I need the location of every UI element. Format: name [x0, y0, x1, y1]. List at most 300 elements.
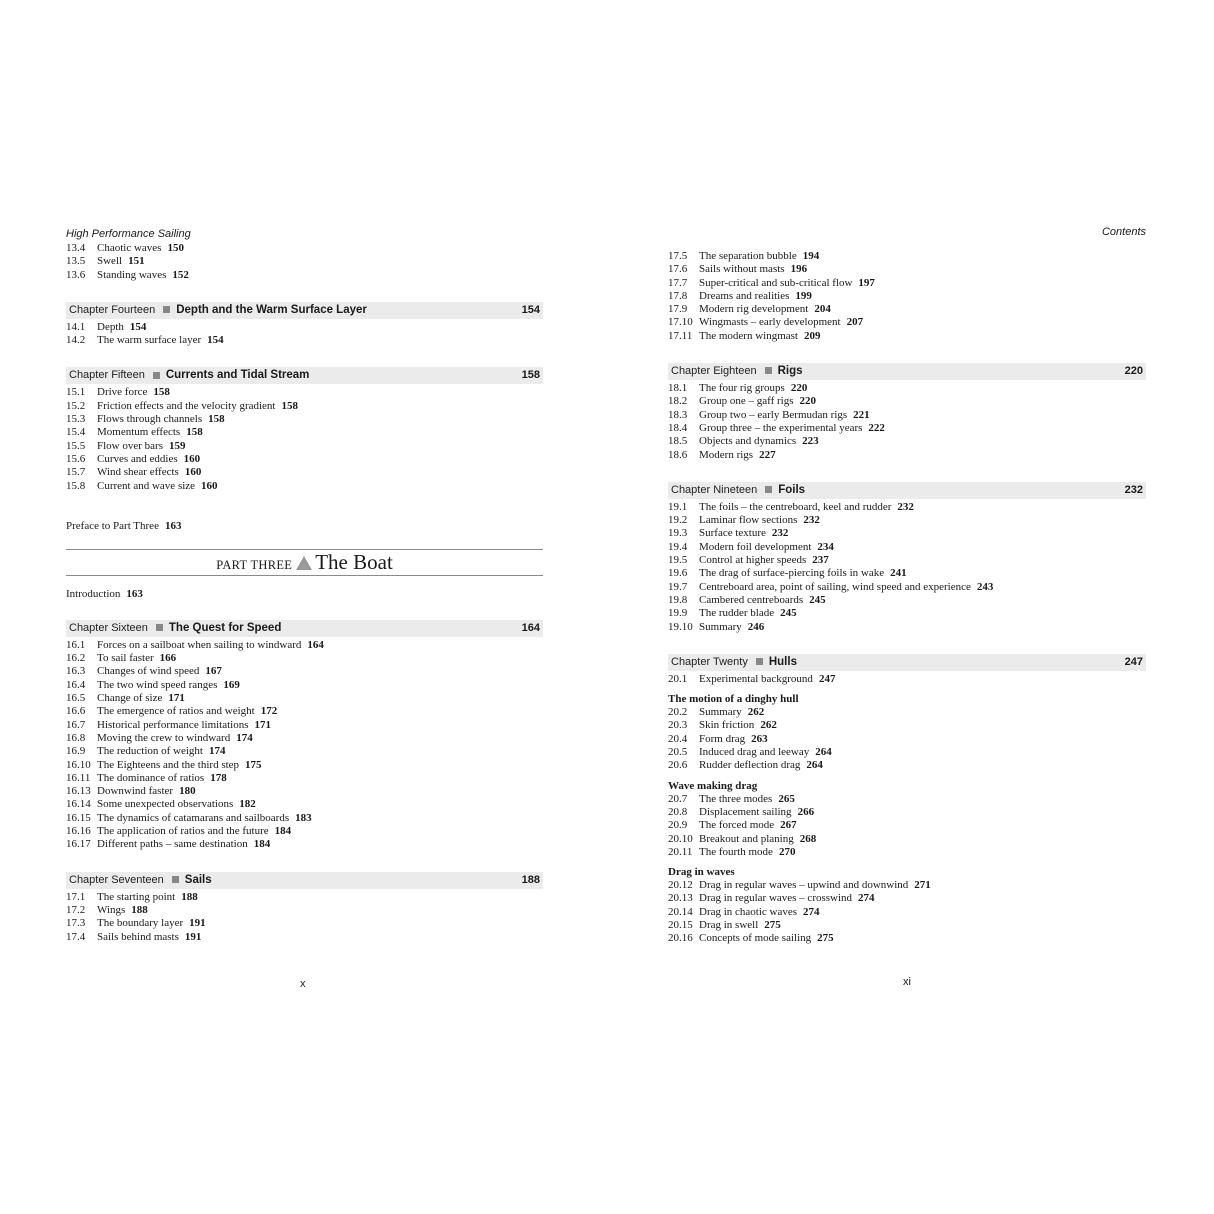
entry-title: Drag in chaotic waves [699, 905, 798, 918]
entry-title: Concepts of mode sailing [699, 932, 812, 945]
entry-page: 158 [281, 399, 298, 412]
chapter-label: Chapter Eighteen [671, 365, 757, 378]
entry-number: 17.6 [668, 263, 688, 276]
entry-number: 20.9 [668, 819, 688, 832]
entry-title: To sail faster [97, 652, 154, 665]
toc-entry [668, 250, 1146, 263]
entry-page: 160 [184, 466, 202, 479]
toc-entries [668, 793, 1146, 859]
toc-entry [668, 879, 1146, 892]
toc-entry [66, 785, 543, 798]
toc-entry [66, 732, 543, 745]
right-page [668, 224, 1146, 946]
entry-number: 14.1 [66, 320, 86, 333]
entry-page: 199 [795, 289, 812, 302]
section-subheading: Drag in waves [668, 866, 735, 879]
entry-title: The foils – the centreboard, keel and rudder [699, 500, 892, 513]
entry-number: 17.9 [668, 303, 688, 316]
square-bullet-icon [153, 372, 160, 379]
section-subheading: The motion of a dinghy hull [668, 693, 799, 706]
square-bullet-icon [156, 624, 163, 631]
toc-entry [66, 652, 543, 665]
entry-title: The emergence of ratios and weight [97, 705, 255, 718]
entry-number: 16.7 [66, 718, 86, 731]
entry-number: 18.6 [668, 448, 688, 461]
chapter-heading-fourteen [66, 302, 543, 319]
toc-entry [668, 581, 1146, 594]
toc-entries [66, 386, 543, 492]
entry-number: 19.9 [668, 607, 688, 620]
toc-entry [668, 733, 1146, 746]
entry-number: 15.2 [66, 399, 86, 412]
toc-entry [668, 932, 1146, 945]
entry-page: 182 [239, 798, 256, 811]
entry-number: 15.4 [66, 426, 86, 439]
entry-page: 220 [799, 395, 816, 408]
entry-title: Summary [699, 620, 742, 633]
entry-number: 16.14 [66, 798, 91, 811]
entry-number: 16.17 [66, 838, 91, 851]
entry-title: Control at higher speeds [699, 554, 807, 567]
part-label: PART THREE [216, 557, 293, 572]
entry-number: 18.5 [668, 435, 688, 448]
toc-entry [66, 825, 543, 838]
entry-number: 19.10 [668, 620, 693, 633]
entry-title: Skin friction [699, 719, 755, 732]
chapter-label: Chapter Fourteen [69, 303, 156, 316]
entry-title: Objects and dynamics [699, 435, 797, 448]
entry-title: The fourth mode [699, 845, 773, 858]
entry-number: 20.6 [668, 759, 688, 772]
chapter-label: Chapter Nineteen [671, 483, 758, 496]
entry-number: 18.4 [668, 421, 688, 434]
entry-page: 223 [802, 435, 819, 448]
entry-title: Form drag [699, 732, 746, 745]
toc-entry [668, 422, 1146, 435]
entry-page: 174 [236, 731, 253, 744]
toc-entry [66, 798, 543, 811]
entry-number: 18.2 [668, 395, 688, 408]
entry-page: 166 [159, 652, 177, 665]
entry-page: 172 [260, 705, 278, 718]
entry-page: 175 [245, 758, 262, 771]
toc-entry [668, 263, 1146, 276]
toc-entry [66, 269, 543, 282]
entry-number: 17.3 [66, 917, 86, 930]
toc-entry [668, 919, 1146, 932]
entry-title: Cambered centreboards [699, 593, 804, 606]
entry-number: 17.5 [668, 250, 688, 262]
entry-page: 174 [209, 745, 226, 758]
entry-page: 232 [897, 500, 914, 513]
toc-entry [66, 400, 543, 413]
toc-entry [66, 665, 543, 678]
entry-page: 196 [790, 263, 808, 276]
entry-number: 16.10 [66, 758, 91, 771]
chapter-title: Depth and the Warm Surface Layer [176, 303, 367, 316]
entry-title: Depth [97, 320, 124, 333]
entry-title: Preface to Part Three [66, 519, 159, 532]
entry-page: 194 [802, 250, 820, 262]
entry-page: 204 [814, 303, 831, 316]
entry-page: 264 [815, 746, 832, 759]
toc-entry [66, 321, 543, 334]
entry-title: Some unexpected observations [97, 798, 234, 811]
entry-page: 246 [747, 620, 765, 633]
toc-entries [668, 879, 1146, 945]
entry-number: 20.14 [668, 905, 693, 918]
entry-page: 207 [846, 316, 864, 329]
entry-page: 227 [759, 448, 776, 461]
entry-title: Chaotic waves [97, 242, 162, 254]
entry-number: 19.3 [668, 527, 688, 540]
entry-title: The dynamics of catamarans and sailboards [97, 811, 290, 824]
toc-entry [668, 621, 1146, 634]
entry-title: Modern rig development [699, 303, 809, 316]
entry-title: Drag in regular waves – crosswind [699, 892, 853, 905]
entry-page: 158 [208, 413, 225, 426]
entry-page: 150 [167, 242, 184, 254]
entry-title: The Eighteens and the third step [97, 758, 240, 771]
entry-number: 18.3 [668, 408, 688, 421]
entry-page: 158 [186, 426, 203, 439]
square-bullet-icon [163, 306, 170, 313]
toc-entry [66, 453, 543, 466]
entry-page: 237 [812, 554, 829, 567]
entry-title: Surface texture [699, 527, 766, 540]
entry-page: 262 [747, 706, 765, 719]
toc-entry [668, 833, 1146, 846]
toc-entry [66, 745, 543, 758]
entry-title: Moving the crew to windward [97, 731, 231, 744]
part-banner [66, 549, 543, 576]
entry-title: Wind shear effects [97, 466, 179, 479]
chapter-page: 232 [1124, 483, 1143, 496]
square-bullet-icon [756, 658, 763, 665]
entry-page: 163 [164, 519, 182, 532]
entry-number: 13.5 [66, 255, 86, 268]
toc-entry [66, 692, 543, 705]
entry-title: The drag of surface-piercing foils in wake [699, 567, 885, 580]
toc-entry [668, 594, 1146, 607]
entry-title: Drive force [97, 386, 148, 399]
triangle-icon [296, 556, 312, 570]
entry-number: 16.15 [66, 811, 91, 824]
entry-page: 159 [169, 439, 186, 452]
toc-entry [668, 819, 1146, 832]
chapter-title: Sails [184, 873, 212, 886]
entry-page: 245 [780, 607, 797, 620]
entry-title: The three modes [699, 792, 773, 805]
entry-title: Changes of wind speed [97, 665, 200, 678]
chapter-label: Chapter Twenty [671, 655, 748, 668]
entry-number: 17.10 [668, 316, 693, 329]
entry-title: Swell [97, 255, 123, 268]
entry-number: 20.4 [668, 732, 688, 745]
entry-title: The four rig groups [699, 382, 785, 395]
entry-title: Experimental background [699, 672, 813, 685]
entry-number: 15.1 [66, 386, 86, 399]
entry-title: Displacement sailing [699, 805, 792, 818]
preface-entry [66, 520, 543, 533]
entry-number: 16.13 [66, 785, 91, 798]
toc-entry [66, 719, 543, 732]
entry-number: 17.11 [668, 329, 693, 342]
toc-entry [66, 759, 543, 772]
entry-page: 158 [153, 386, 170, 399]
entry-page: 154 [129, 320, 147, 333]
toc-entry [668, 673, 1146, 686]
entry-title: The reduction of weight [97, 745, 203, 758]
entry-number: 20.5 [668, 746, 688, 759]
toc-entry [66, 242, 543, 255]
entry-number: 19.8 [668, 593, 688, 606]
toc-entry [66, 426, 543, 439]
entry-title: Wings [97, 903, 126, 916]
entry-title: The rudder blade [699, 607, 775, 620]
chapter-label: Chapter Fifteen [69, 369, 145, 382]
entry-number: 19.7 [668, 580, 688, 593]
chapter-heading-eighteen [668, 363, 1146, 380]
entry-title: Different paths – same destination [97, 838, 248, 851]
entry-title: Historical performance limitations [97, 718, 249, 731]
toc-entry [668, 409, 1146, 422]
entry-page: 209 [803, 329, 821, 342]
entry-page: 270 [778, 845, 796, 858]
entry-title: Standing waves [97, 268, 167, 281]
chapter-title: Rigs [777, 365, 803, 378]
toc-entry [668, 892, 1146, 905]
entry-page: 178 [210, 771, 227, 784]
entry-number: 15.3 [66, 413, 86, 426]
toc-entry [668, 846, 1146, 859]
entry-title: Forces on a sailboat when sailing to windward [97, 638, 302, 651]
entry-page: 164 [307, 638, 324, 651]
entry-page: 221 [853, 408, 870, 421]
entry-number: 16.8 [66, 731, 86, 744]
entry-title: Friction effects and the velocity gradient [97, 399, 276, 412]
entry-number: 20.11 [668, 845, 693, 858]
chapter-title: The Quest for Speed [168, 621, 282, 634]
entry-number: 20.12 [668, 879, 693, 892]
entry-number: 20.8 [668, 805, 688, 818]
chapter-page: 188 [521, 873, 540, 886]
toc-entry [66, 838, 543, 851]
entry-title: Rudder deflection drag [699, 759, 801, 772]
toc-entry [668, 719, 1146, 732]
entry-number: 13.6 [66, 268, 86, 281]
entry-number: 16.9 [66, 745, 86, 758]
entry-number: 17.4 [66, 930, 86, 943]
chapter-heading-fifteen [66, 367, 543, 384]
toc-entry [66, 440, 543, 453]
entry-number: 19.5 [668, 554, 688, 567]
toc-entries [668, 501, 1146, 634]
entry-number: 17.2 [66, 903, 86, 916]
toc-entry [668, 527, 1146, 540]
entry-number: 16.5 [66, 692, 86, 705]
toc-entry [668, 759, 1146, 772]
part-title: The Boat [315, 549, 393, 574]
toc-entry [668, 706, 1146, 719]
toc-entry [66, 931, 543, 944]
toc-entries [668, 673, 1146, 686]
entry-title: Centreboard area, point of sailing, wind speed and experience [699, 580, 971, 593]
entry-title: Curves and eddies [97, 452, 178, 465]
toc-entry [66, 891, 543, 904]
toc-entry [668, 382, 1146, 395]
entry-number: 15.8 [66, 479, 86, 492]
entry-page: 267 [780, 819, 797, 832]
entry-page: 171 [168, 692, 185, 705]
entry-title: Super-critical and sub-critical flow [699, 276, 853, 289]
entry-number: 16.4 [66, 678, 86, 691]
toc-entry [66, 386, 543, 399]
entry-title: Induced drag and leeway [699, 746, 810, 759]
toc-entry [668, 501, 1146, 514]
toc-entry [668, 607, 1146, 620]
chapter-heading-sixteen [66, 620, 543, 637]
toc-entry [668, 316, 1146, 329]
entry-number: 20.2 [668, 706, 688, 719]
toc-entries [668, 382, 1146, 462]
entry-number: 16.11 [66, 771, 91, 784]
entry-page: 184 [274, 825, 292, 838]
chapter-title: Currents and Tidal Stream [165, 369, 310, 382]
entry-title: The warm surface layer [97, 334, 202, 347]
entry-page: 234 [817, 540, 834, 553]
entry-title: Group three – the experimental years [699, 421, 863, 434]
entry-number: 19.1 [668, 500, 688, 513]
toc-entries [668, 706, 1146, 772]
entry-number: 20.3 [668, 719, 688, 732]
entry-title: Change of size [97, 692, 163, 705]
entry-page: 171 [254, 718, 272, 731]
entry-page: 180 [179, 785, 196, 798]
entry-number: 20.16 [668, 932, 693, 945]
entry-title: The separation bubble [699, 250, 797, 262]
entry-title: Drag in regular waves – upwind and downwind [699, 879, 909, 892]
entry-number: 15.5 [66, 439, 86, 452]
entry-number: 19.6 [668, 567, 688, 580]
chapter-heading-seventeen [66, 872, 543, 889]
entry-page: 247 [818, 672, 836, 685]
entry-number: 15.6 [66, 452, 86, 465]
entry-title: Introduction [66, 587, 121, 600]
introduction-entry [66, 588, 543, 601]
chapter-page: 158 [521, 369, 540, 382]
entry-number: 14.2 [66, 334, 86, 347]
entry-page: 274 [858, 892, 875, 905]
toc-entries [66, 242, 543, 282]
toc-entry [66, 466, 543, 479]
chapter-label: Chapter Sixteen [69, 621, 148, 634]
running-head: High Performance Sailing [66, 228, 191, 240]
entry-page: 184 [253, 838, 271, 851]
entry-number: 16.2 [66, 652, 86, 665]
entry-title: Downwind faster [97, 785, 174, 798]
entry-page: 274 [803, 905, 820, 918]
entry-title: The starting point [97, 890, 176, 903]
entry-page: 243 [976, 580, 994, 593]
entry-number: 19.4 [668, 540, 688, 553]
entry-title: Flow over bars [97, 439, 163, 452]
entry-number: 16.6 [66, 705, 86, 718]
square-bullet-icon [172, 876, 179, 883]
toc-entry [668, 554, 1146, 567]
toc-entry [668, 806, 1146, 819]
square-bullet-icon [765, 367, 772, 374]
entry-title: Sails without masts [699, 263, 785, 276]
section-subheading: Wave making drag [668, 779, 758, 792]
entry-page: 222 [868, 421, 885, 434]
entry-title: The dominance of ratios [97, 771, 205, 784]
entry-page: 151 [128, 255, 145, 268]
entry-number: 20.15 [668, 918, 693, 931]
entry-title: Current and wave size [97, 479, 196, 492]
toc-entry [66, 679, 543, 692]
entry-number: 20.1 [668, 672, 688, 685]
entry-page: 262 [760, 719, 777, 732]
entry-title: Drag in swell [699, 918, 759, 931]
entry-number: 16.16 [66, 825, 91, 838]
entry-page: 241 [890, 567, 907, 580]
toc-entry [668, 514, 1146, 527]
entry-title: Dreams and realities [699, 289, 790, 302]
entry-number: 16.1 [66, 638, 86, 651]
entry-number: 16.3 [66, 665, 86, 678]
toc-entry [66, 917, 543, 930]
entry-page: 268 [799, 832, 817, 845]
entry-page: 266 [797, 805, 815, 818]
toc-entry [668, 303, 1146, 316]
entry-page: 232 [803, 514, 820, 527]
entry-title: Momentum effects [97, 426, 181, 439]
toc-entry [668, 567, 1146, 580]
entry-page: 154 [207, 334, 224, 347]
entry-number: 18.1 [668, 382, 688, 395]
entry-page: 160 [201, 479, 218, 492]
entry-title: Sails behind masts [97, 930, 179, 943]
toc-entry [668, 449, 1146, 462]
toc-entry [668, 435, 1146, 448]
chapter-page: 154 [521, 303, 540, 316]
toc-entry [668, 330, 1146, 343]
entry-page: 232 [771, 527, 789, 540]
toc-entry [668, 290, 1146, 303]
entry-title: Modern foil development [699, 540, 812, 553]
chapter-heading-nineteen [668, 482, 1146, 499]
toc-entries [668, 250, 1146, 343]
toc-entry [668, 395, 1146, 408]
entry-page: 220 [790, 382, 808, 395]
chapter-heading-twenty [668, 654, 1146, 671]
entry-page: 163 [126, 587, 143, 600]
entry-page: 275 [817, 932, 834, 945]
entry-page: 275 [764, 918, 781, 931]
chapter-page: 247 [1124, 655, 1143, 668]
toc-entries [66, 321, 543, 348]
toc-entry [66, 413, 543, 426]
entry-page: 183 [295, 811, 312, 824]
page-number: xi [903, 976, 911, 988]
toc-entry [668, 746, 1146, 759]
toc-entry [66, 639, 543, 652]
entry-page: 191 [189, 917, 206, 930]
toc-entry [66, 255, 543, 268]
entry-number: 20.7 [668, 792, 688, 805]
entry-number: 20.10 [668, 832, 693, 845]
